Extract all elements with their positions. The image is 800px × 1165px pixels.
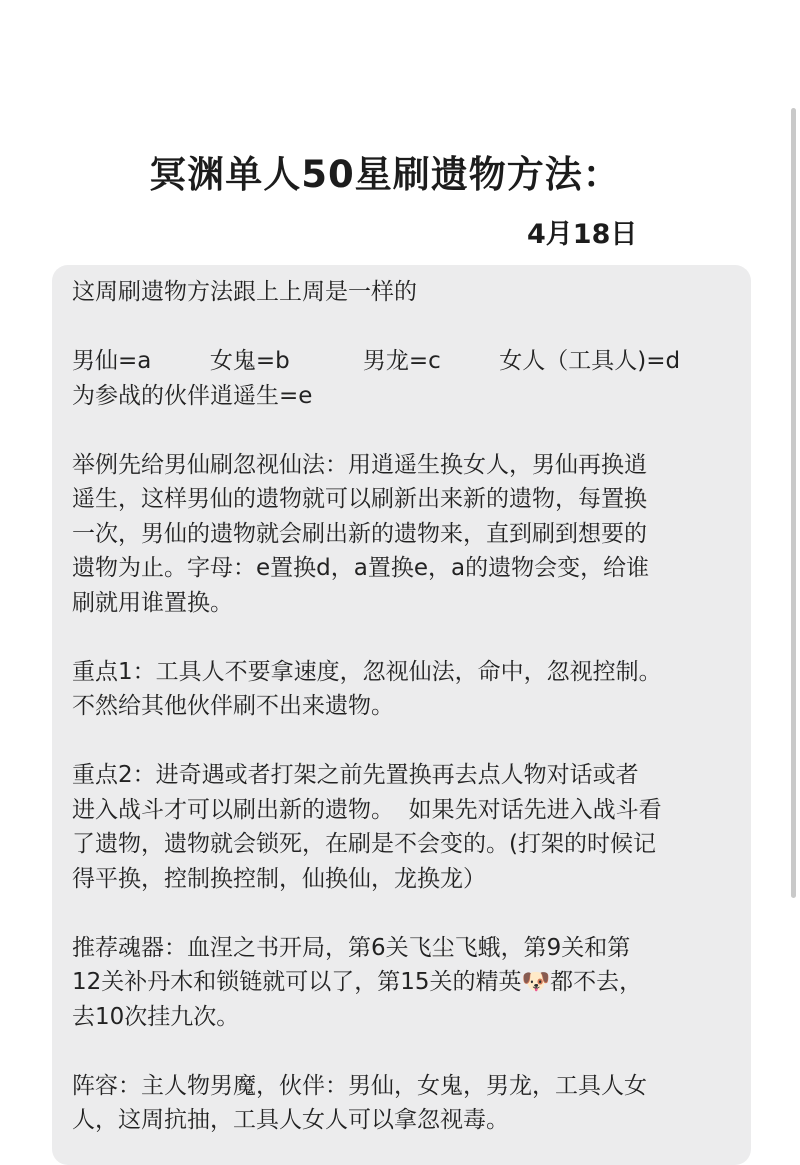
note-paragraph (72, 758, 737, 896)
note-line: 遗物为止。字母：e置换d，a置换e，a的遗物会变，给谁 (72, 555, 650, 581)
paragraph-gap (72, 1034, 737, 1069)
page-title: 冥渊单人50星刷遗物方法： (149, 153, 621, 196)
note-line: 一次，男仙的遗物就会刷出新的遗物来，直到刷到想要的 (72, 520, 647, 547)
paragraph-gap (72, 310, 737, 345)
note-line: 为参战的伙伴逍遥生=e (72, 382, 313, 409)
note-line: 这周刷遗物方法跟上上周是一样的 (72, 279, 417, 305)
note-line: 遥生，这样男仙的遗物就可以刷新出来新的遗物，每置换 (72, 486, 647, 512)
note-paragraph (72, 931, 737, 1035)
note-card (52, 265, 751, 1165)
note-line: 男仙=a 女鬼=b 男龙=c 女人（工具人)=d (72, 348, 681, 374)
note-line: 12关补丹木和锁链就可以了，第15关的精英🐶都不去， (72, 969, 643, 995)
note-line: 举例先给男仙刷忽视仙法：用逍遥生换女人，男仙再换逍 (72, 451, 647, 478)
note-content (72, 275, 737, 1138)
note-line: 刷就用谁置换。 (72, 589, 233, 616)
note-line: 重点2：进奇遇或者打架之前先置换再去点人物对话或者 (72, 762, 639, 788)
note-line: 人，这周抗抽，工具人女人可以拿忽视毒。 (72, 1107, 509, 1133)
note-paragraph (72, 344, 737, 413)
note-line: 推荐魂器：血涅之书开局，第6关飞尘飞蛾，第9关和第 (72, 934, 631, 961)
paragraph-gap (72, 620, 737, 655)
note-line: 阵容：主人物男魔，伙伴：男仙，女鬼，男龙，工具人女 (72, 1072, 647, 1099)
note-line: 去10次挂九次。 (72, 1003, 240, 1030)
note-paragraph (72, 655, 737, 724)
scrollbar[interactable] (791, 108, 796, 898)
date-label: 4月18日 (527, 219, 638, 250)
note-paragraph (72, 1069, 737, 1138)
note-line: 了遗物，遗物就会锁死，在刷是不会变的。(打架的时候记 (72, 831, 656, 857)
note-line: 不然给其他伙伴刷不出来遗物。 (72, 693, 394, 719)
paragraph-gap (72, 896, 737, 931)
paragraph-gap (72, 724, 737, 759)
note-paragraph (72, 448, 737, 621)
note-line: 得平换，控制换控制，仙换仙，龙换龙） (72, 865, 486, 892)
note-line: 进入战斗才可以刷出新的遗物。 如果先对话先进入战斗看 (72, 796, 662, 823)
note-paragraph (72, 275, 737, 310)
paragraph-gap (72, 413, 737, 448)
note-line: 重点1：工具人不要拿速度，忽视仙法，命中，忽视控制。 (72, 658, 662, 685)
